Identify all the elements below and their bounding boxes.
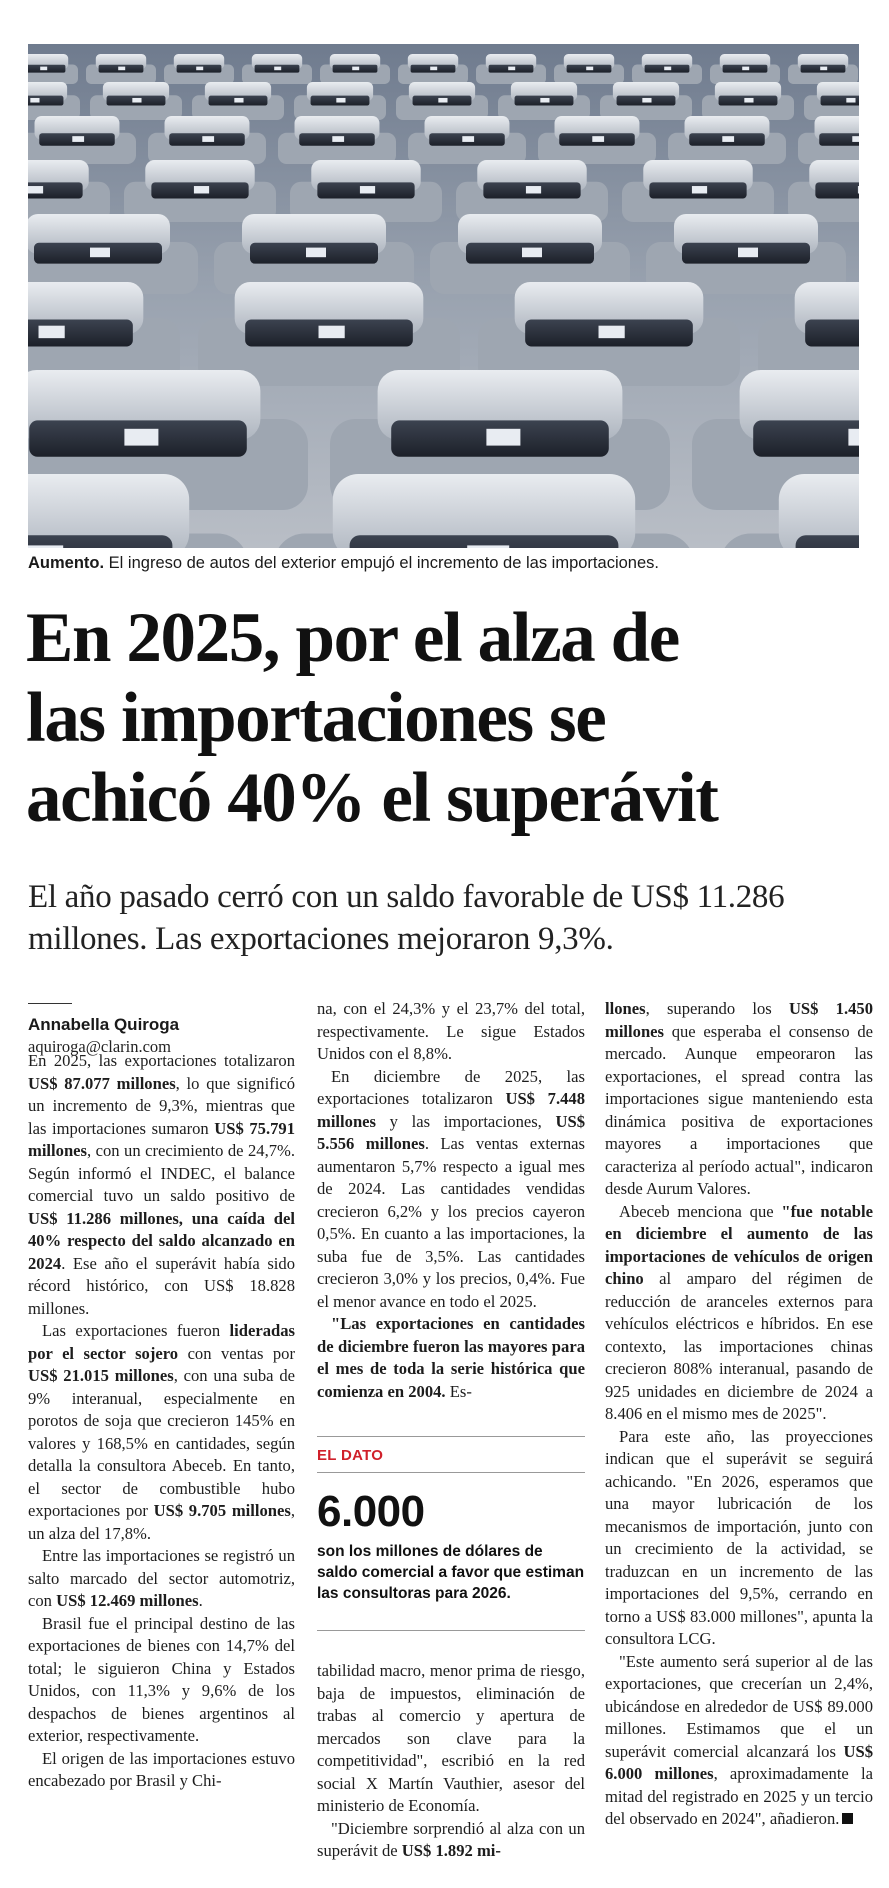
car [788,54,858,84]
car [622,160,774,222]
headline-line-1: En 2025, por el alza de [26,599,679,677]
car [192,82,284,120]
highlight: "Las exportaciones en cantidades de diciembre fueron las mayores para el mes de toda la serie histórica que comienza en 2004. [317,1314,585,1401]
dato-text: son los millones de dólares de saldo comercial a favor que estiman las consultoras para 2026. [317,1543,585,1602]
paragraph [28,1545,295,1613]
paragraph [605,1201,873,1426]
author-email[interactable]: aquiroga@clarin.com [28,1037,172,1056]
article-column-2-continued [317,1660,585,1863]
car [538,116,656,164]
divider [317,1436,585,1437]
car [396,82,488,120]
paragraph: Para este año, las proyecciones indican que el superávit se seguirá achicando. "En 2026, esperamos que una mayor lubricación de los mecanismos de importación, junto con un crecimiento de la actividad, se traduzcan en un incremento de las importaciones del 9,5%, cerrando en torno a US$ 83.000 millones", apunta la consultora LCG. [605,1426,873,1648]
car [90,82,182,120]
paragraph [605,1651,873,1831]
paragraph [317,1818,585,1863]
car [278,116,396,164]
text: . Las ventas externas aumentaron 5,7% respecto a igual mes de 2024. Las cantidades vendidas crecieron 6,2% y los precios cayeron 0,5%. En cuanto a las importaciones, la suba fue de 3,5%. Las cantidades crecieron 3,0% y los precios, 0,4%. Fue el menor avance en todo el 2025. [317,1134,585,1311]
article-column-3 [605,998,873,1831]
car [710,54,780,84]
highlight: US$ 11.286 millones, una caída del 40% respecto del saldo alcanzado en 2024 [28,1208,295,1273]
paragraph: Brasil fue el principal destino de las exportaciones de bienes con 14,7% del total; le siguieron China y Estados Unidos, con 11,3% y 9,6% de los despachos de bienes argentinos al exterior, respectivamente. [28,1613,295,1745]
text: , lo que significó un incremento de 9,3%, mientras que las importaciones sumaron [28,1073,295,1138]
text: Abeceb menciona que [619,1201,782,1221]
text: , con un crecimiento de 24,7%. Según informó el INDEC, el balance comercial tuvo un saldo positivo de [28,1141,295,1205]
divider [317,1472,585,1473]
headline-line-3: achicó 40% el superávit [26,759,718,837]
car [86,54,156,84]
cars-photo [28,44,859,548]
text: Entre las importaciones se registró un salto marcado del sector automotriz, con [28,1546,295,1610]
paragraph [605,998,873,1201]
car [554,54,624,84]
text: En 2025, las exportaciones totalizaron [28,1051,295,1070]
highlight: US$ 1.892 mi- [401,1841,501,1860]
car [294,82,386,120]
text: , superando los [645,999,789,1018]
text: . Ese año el superávit había sido récord histórico, con US$ 18.828 millones. [28,1253,295,1318]
car [124,160,276,222]
car [242,54,312,84]
car [408,116,526,164]
paragraph: tabilidad macro, menor prima de riesgo, baja de impuestos, eliminación de trabas al comercio y apertura de mercados son clave para la competitividad", escribió en la red social X Martín Vauthier, asesor del ministerio de Economía. [317,1661,585,1815]
text: , aproximadamente la mitad del registrado en 2025 y un tercio del observado en 2024", añadieron. [605,1764,873,1828]
car [702,82,794,120]
highlight: US$ 75.791 millones [28,1118,296,1160]
text: , un alza del 17,8%. [28,1501,295,1543]
headline-line-2: las importaciones se [26,679,606,757]
highlight: US$ 9.705 millones [153,1501,291,1520]
text: . [198,1591,203,1610]
subhead-line-1: El año pasado cerró con un saldo favorable de US$ 11.286 [28,879,785,915]
car [632,54,702,84]
paragraph: na, con el 24,3% y el 23,7% del total, respectivamente. Le sigue Estados Unidos con el 8,8%. [317,999,585,1063]
paragraph [28,1320,295,1545]
dato-label: EL DATO [317,1447,384,1464]
highlight: lideradas por el sector sojero [28,1321,295,1363]
caption-text: El ingreso de autos del exterior empujó el incremento de las importaciones. [104,554,659,572]
highlight: US$ 1.450 millones [605,999,873,1041]
caption-lead: Aumento. [28,554,105,572]
highlight: US$ 21.015 millones [28,1366,174,1385]
car [668,116,786,164]
paragraph [317,1066,585,1314]
photo-caption [28,552,859,574]
end-of-article-mark [842,1813,853,1824]
paragraph [317,1313,585,1403]
text: , con una suba de 9% interanual, especialmente en porotos de soja que crecieron 145% en valores y 168,5% en cantidades, según detalla la consultora Abeceb. En tanto, el sector de combustible hubo exportaciones por [28,1366,295,1520]
car [456,160,608,222]
car [476,54,546,84]
text: con ventas por [178,1343,295,1363]
highlight: llones [605,999,646,1018]
text: y las importaciones, [376,1111,556,1131]
highlight: US$ 87.077 millones [28,1073,176,1093]
highlight: US$ 7.448 millones [317,1089,585,1131]
parked-cars-image [28,44,859,548]
text: "Este aumento será superior al de las exportaciones, que crecerían un 2,4%, ubicándose en alrededor de US$ 89.000 millones. Estimamos que el un superávit comercial alcanzará los [605,1651,873,1761]
car [398,54,468,84]
author-name: Annabella Quiroga [28,1015,180,1034]
subhead-line-2: millones. Las exportaciones mejoraron 9,3%. [28,921,614,957]
highlight: US$ 5.556 millones [317,1111,585,1153]
text: "Diciembre sorprendió al alza con un superávit de [317,1818,585,1860]
text: En diciembre de 2025, las exportaciones totalizaron [317,1066,585,1108]
highlight: "fue notable en diciembre el aumento de las importaciones de vehículos de origen chino [605,1201,873,1288]
highlight: US$ 12.469 millones [56,1591,199,1610]
headline [26,598,866,838]
paragraph: El origen de las importaciones estuvo encabezado por Brasil y Chi- [28,1748,295,1790]
text: Es- [445,1381,472,1401]
text: al amparo del régimen de reducción de aranceles externos para vehículos eléctricos e híbridos. En ese contexto, las importaciones chinas crecieron 808% interanual, pasando de 925 unidades en diciembre de 2024 a 8.406 en el mismo mes de 2025". [605,1269,873,1423]
paragraph [28,1050,295,1320]
article-column-1 [28,1050,295,1793]
highlight: US$ 6.000 millones [605,1741,873,1783]
subheadline [28,876,863,960]
dato-number: 6.000 [317,1487,425,1536]
car [290,160,442,222]
divider [317,1630,585,1631]
car [600,82,692,120]
text: que esperaba el consenso de mercado. Aunque empeoraron las exportaciones, el spread contra las importaciones sigue manteniendo esta dinámica positiva de exportaciones mayores a importaciones que caracteriza al período actual", indicaron desde Aurum Valores. [605,1021,873,1198]
car [148,116,266,164]
car [498,82,590,120]
text: Las exportaciones fueron [42,1321,230,1340]
car [320,54,390,84]
car [164,54,234,84]
byline-divider [28,1003,72,1004]
article-column-2 [317,998,585,1403]
el-dato-box [317,1436,585,1631]
